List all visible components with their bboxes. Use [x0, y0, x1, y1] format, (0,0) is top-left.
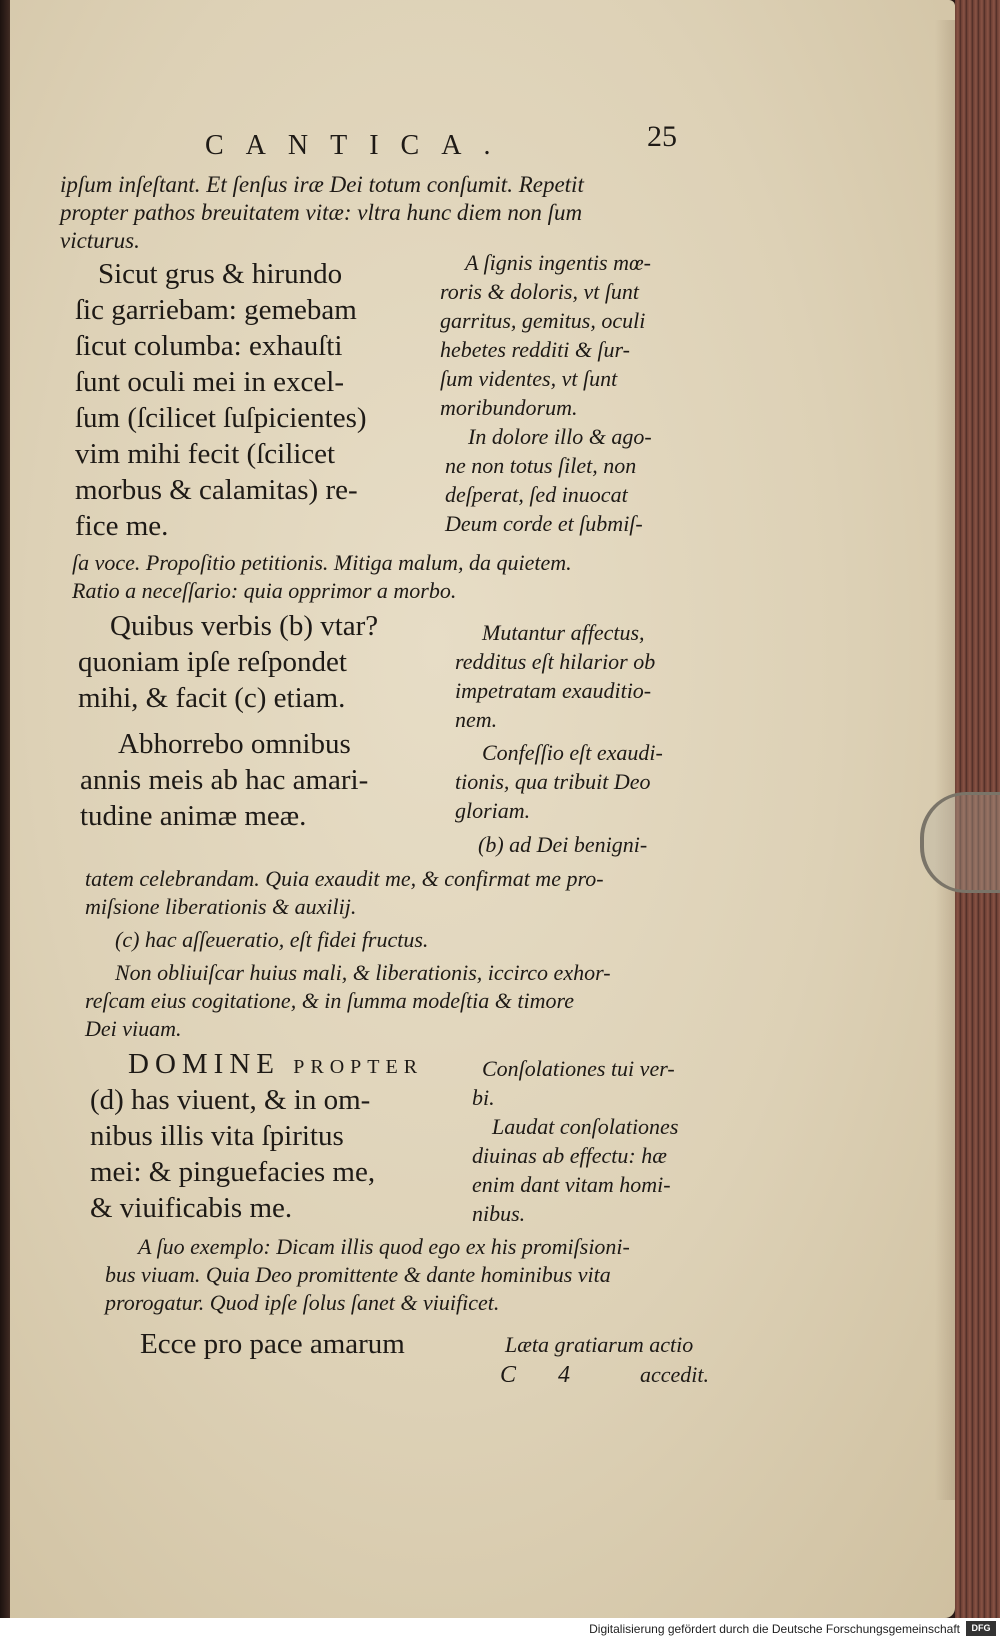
commentary-line: Non obliuiſcar huius mali, & liberationis, iccirco exhor- — [115, 960, 611, 985]
margin-note: A ſignis ingentis mœ- — [465, 250, 651, 275]
commentary-line: (c) hac aſſeueratio, eſt fidei fructus. — [115, 927, 429, 952]
margin-note: redditus eſt hilarior ob — [455, 649, 656, 674]
margin-note: Confeſſio eſt exaudi- — [482, 740, 663, 765]
margin-note: nem. — [455, 707, 498, 732]
commentary-line: tatem celebrandam. Quia exaudit me, & confirmat me pro- — [85, 866, 604, 891]
margin-note: Læta gratiarum actio — [505, 1332, 694, 1357]
margin-note: Mutantur affectus, — [482, 620, 645, 645]
verse-line: & viuificabis me. — [90, 1192, 293, 1224]
margin-note: ne non totus ſilet, non — [445, 453, 637, 478]
verse-line: vim mihi fecit (ſcilicet — [75, 438, 336, 470]
commentary-line: propter pathos breuitatem vitæ: vltra hunc diem non ſum — [60, 200, 583, 225]
verse-line: ſicut columba: exhauſti — [75, 330, 343, 362]
verse-line: ſunt oculi mei in excel- — [75, 366, 344, 398]
verse-line: Quibus verbis (b) vtar? — [110, 610, 379, 642]
verse-line: (d) has viuent, & in om- — [90, 1084, 371, 1116]
margin-note: deſperat, ſed inuocat — [445, 482, 628, 507]
verse-line: annis meis ab hac amari- — [80, 764, 369, 796]
verse-line: morbus & calamitas) re- — [75, 474, 358, 506]
commentary-line: ipſum inſeſtant. Et ſenſus iræ Dei totum conſumit. Repetit — [60, 172, 584, 197]
verse-line: DOMINE propter — [128, 1048, 424, 1080]
margin-note: diuinas ab effectu: hæ — [472, 1143, 667, 1168]
verse-line: mihi, & facit (c) etiam. — [78, 682, 346, 714]
commentary-line: Ratio a neceſſario: quia opprimor a morbo. — [72, 578, 457, 603]
margin-note: garritus, gemitus, oculi — [440, 308, 646, 333]
margin-note: accedit. — [640, 1362, 710, 1387]
verse-line: Sicut grus & hirundo — [98, 258, 343, 290]
margin-note: Deum corde et ſubmiſ- — [445, 511, 643, 536]
margin-note: In dolore illo & ago- — [468, 424, 652, 449]
verse-line: fice me. — [75, 510, 169, 542]
book-page — [10, 0, 955, 1618]
margin-note: tionis, qua tribuit Deo — [455, 769, 651, 794]
commentary-line: ſa voce. Propoſitio petitionis. Mitiga malum, da quietem. — [72, 550, 572, 575]
verse-line: mei: & pinguefacies me, — [90, 1156, 376, 1188]
commentary-line: reſcam eius cogitatione, & in ſumma modeſtia & timore — [85, 988, 575, 1013]
commentary-line: prorogatur. Quod ipſe ſolus ſanet & viuificet. — [105, 1290, 500, 1315]
margin-note: roris & doloris, vt ſunt — [440, 279, 640, 304]
footer-credit: Digitalisierung gefördert durch die Deutsche Forschungsgemeinschaft — [589, 1622, 960, 1636]
commentary-line: A ſuo exemplo: Dicam illis quod ego ex his promiſsioni- — [138, 1234, 630, 1259]
margin-note: Laudat conſolationes — [492, 1114, 679, 1139]
page-clip — [920, 792, 1000, 893]
margin-note: hebetes redditi & ſur- — [440, 337, 630, 362]
verse-line: nibus illis vita ſpiritus — [90, 1120, 344, 1152]
commentary-line: victurus. — [60, 228, 140, 253]
page-shadow — [935, 20, 955, 1500]
dfg-logo: DFG — [966, 1621, 996, 1636]
margin-note: (b) ad Dei benigni- — [478, 832, 648, 857]
running-head: CANTICA. — [205, 130, 513, 161]
margin-note: Conſolationes tui ver- — [482, 1056, 675, 1081]
folio-number: 25 — [647, 120, 677, 153]
digitization-footer — [0, 1618, 1000, 1640]
margin-note: bi. — [472, 1085, 495, 1110]
verse-line: Ecce pro pace amarum — [140, 1328, 405, 1360]
verse-line: ſic garriebam: gemebam — [75, 294, 357, 326]
verse-line: tudine animæ meæ. — [80, 800, 307, 832]
verse-line: ſum (ſcilicet ſuſpicientes) — [75, 402, 367, 434]
margin-note: ſum videntes, vt ſunt — [440, 366, 618, 391]
margin-note: moribundorum. — [440, 395, 578, 420]
margin-note: gloriam. — [455, 798, 531, 823]
verse-line: Abhorrebo omnibus — [118, 728, 351, 760]
signature-mark: C 4 — [500, 1362, 589, 1388]
verse-line: quoniam ipſe reſpondet — [78, 646, 347, 678]
margin-note: enim dant vitam homi- — [472, 1172, 671, 1197]
margin-note: nibus. — [472, 1201, 526, 1226]
margin-note: impetratam exauditio- — [455, 678, 652, 703]
commentary-line: Dei viuam. — [85, 1016, 182, 1041]
commentary-line: miſsione liberationis & auxilij. — [85, 894, 357, 919]
commentary-line: bus viuam. Quia Deo promittente & dante hominibus vita — [105, 1262, 611, 1287]
